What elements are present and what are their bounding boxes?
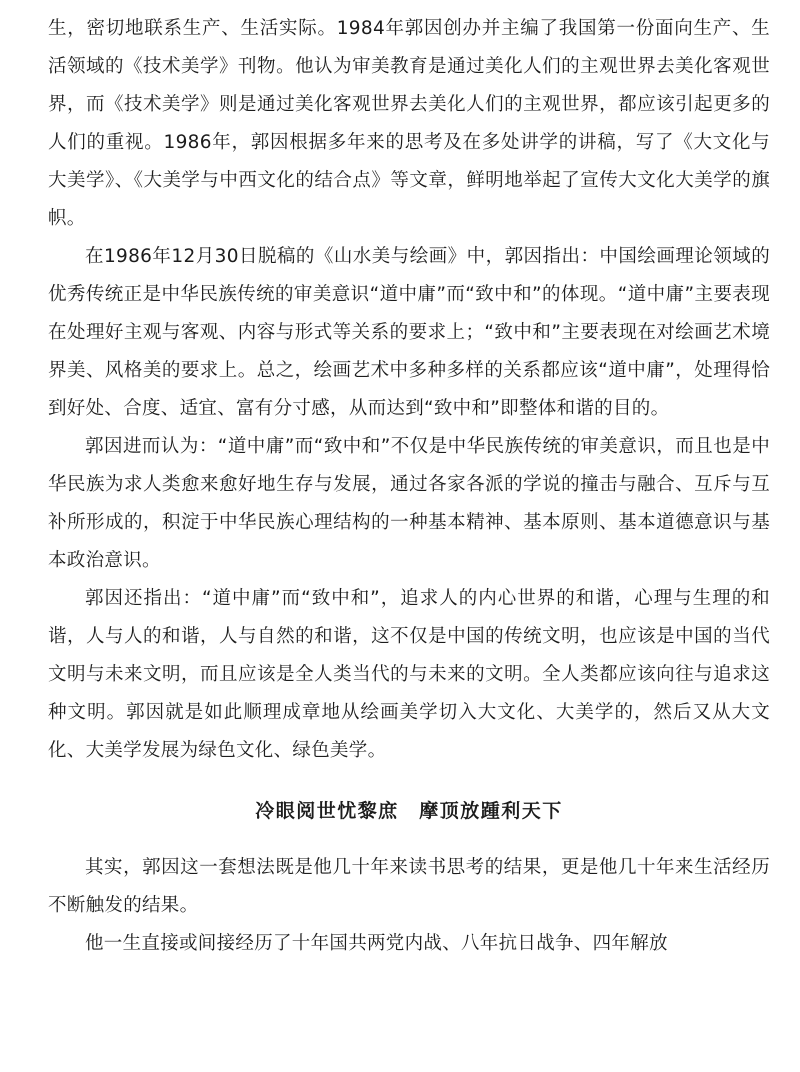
body-paragraph: 他一生直接或间接经历了十年国共两党内战、八年抗日战争、四年解放 (85, 933, 668, 954)
body-paragraph: 其实，郭因这一套想法既是他几十年来读书思考的结果，更是他几十年来生活经历不断触发的结果。 (48, 857, 770, 916)
document-page (48, 10, 770, 963)
body-paragraph: 郭因还指出：“道中庸”而“致中和”，追求人的内心世界的和谐，心理与生理的和谐，人与人的和谐，人与自然的和谐，这不仅是中国的传统文明，也应该是中国的当代文明与未来文明，而且应该是全人类当代的与未来的文明。全人类都应该向往与追求这种文明。郭因就是如此顺理成章地从绘画美学切入大文化、大美学的，然后又从大文化、大美学发展为绿色文化、绿色美学。 (48, 588, 770, 761)
body-paragraph: 在1986年12月30日脱稿的《山水美与绘画》中，郭因指出：中国绘画理论领域的优秀传统正是中华民族传统的审美意识“道中庸”而“致中和”的体现。“道中庸”主要表现在处理好主观与客观、内容与形式等关系的要求上；“致中和”主要表现在对绘画艺术境界美、风格美的要求上。总之，绘画艺术中多种多样的关系都应该“道中庸”，处理得恰到好处、合度、适宜、富有分寸感，从而达到“致中和”即整体和谐的目的。 (48, 246, 770, 419)
section-heading: 冷眼阅世忧黎庶 摩顶放踵利天下 (255, 800, 563, 822)
body-paragraph: 生，密切地联系生产、生活实际。1984年郭因创办并主编了我国第一份面向生产、生活领域的《技术美学》刊物。他认为审美教育是通过美化人们的主观世界去美化客观世界，而《技术美学》则是通过美化客观世界去美化人们的主观世界，都应该引起更多的人们的重视。1986年，郭因根据多年来的思考及在多处讲学的讲稿，写了《大文化与大美学》、《大美学与中西文化的结合点》等文章，鲜明地举起了宣传大文化大美学的旗帜。 (48, 18, 770, 229)
body-paragraph: 郭因进而认为：“道中庸”而“致中和”不仅是中华民族传统的审美意识，而且也是中华民族为求人类愈来愈好地生存与发展，通过各家各派的学说的撞击与融合、互斥与互补所形成的，积淀于中华民族心理结构的一种基本精神、基本原则、基本道德意识与基本政治意识。 (48, 436, 770, 571)
